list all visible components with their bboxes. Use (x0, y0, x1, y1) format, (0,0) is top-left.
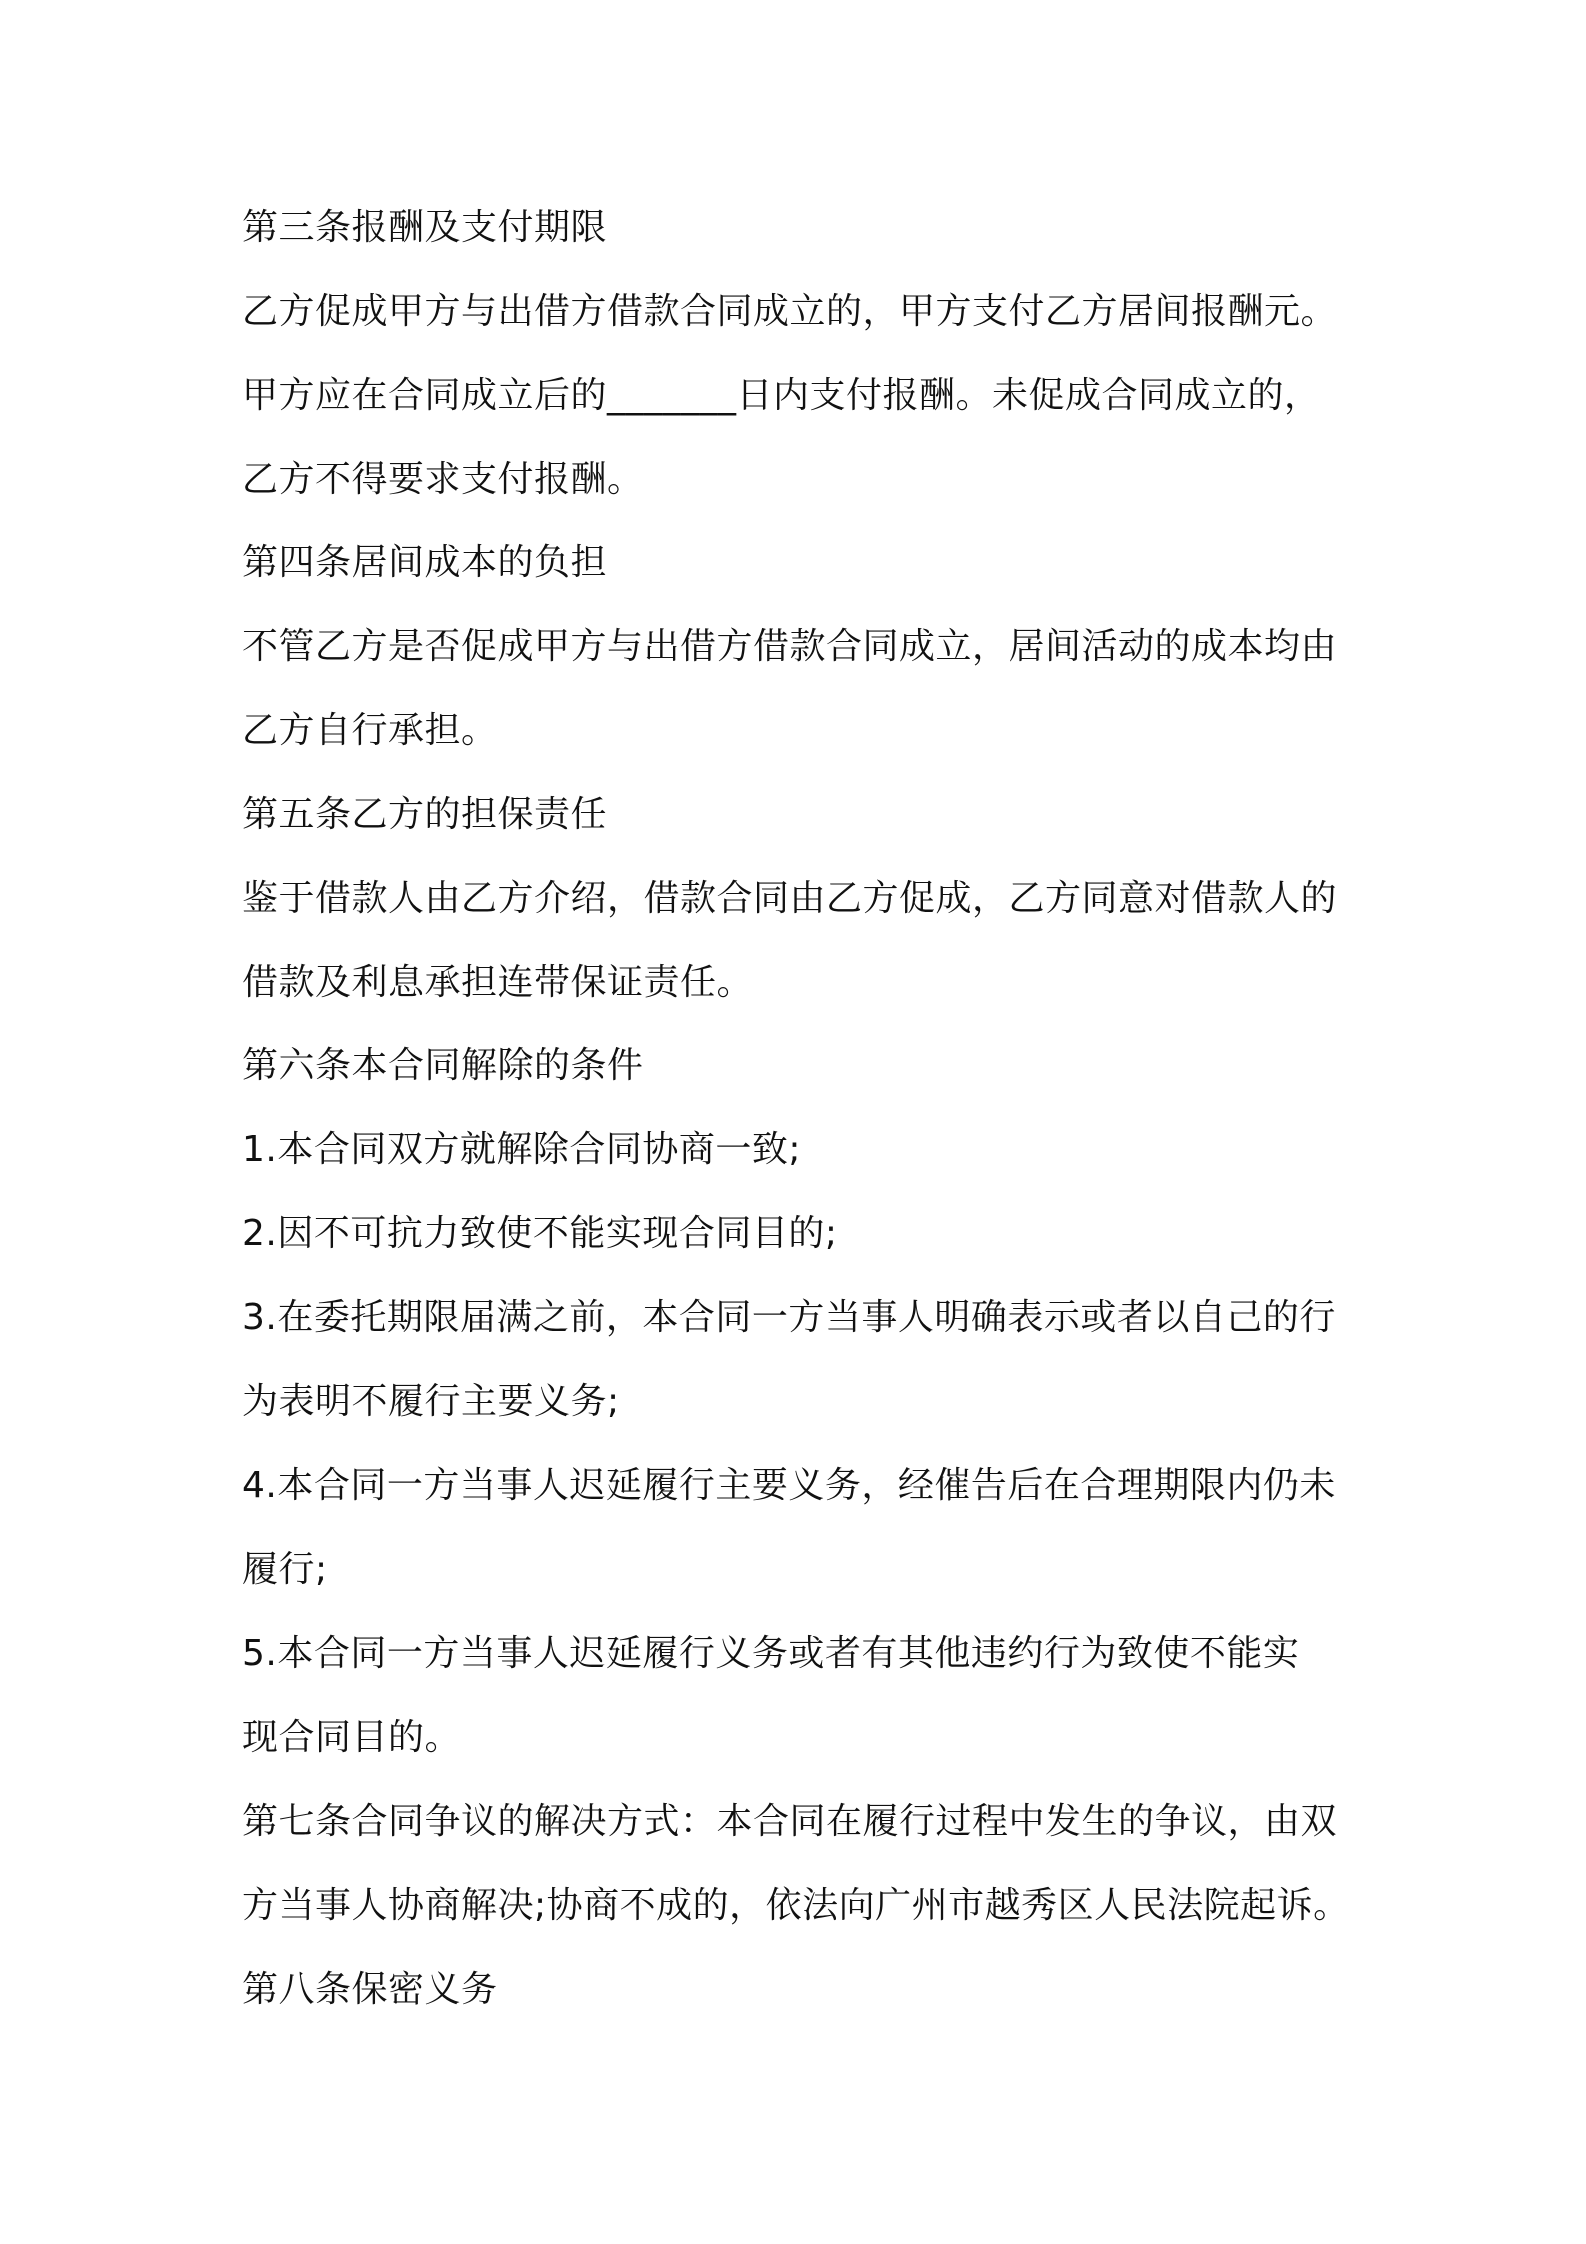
list-item: 4.本合同一方当事人迟延履行主要义务，经催告后在合理期限内仍未 (242, 1465, 1336, 1506)
article-7-paragraph: 第七条合同争议的解决方式：本合同在履行过程中发生的争议，由双 (242, 1801, 1338, 1842)
paragraph-line: 不管乙方是否促成甲方与出借方借款合同成立，居间活动的成本均由 (242, 626, 1338, 667)
list-item: 3.在委托期限届满之前，本合同一方当事人明确表示或者以自己的行 (242, 1297, 1336, 1338)
paragraph-line: 甲方应在合同成立后的_______日内支付报酬。未促成合同成立的， (242, 375, 1321, 416)
paragraph-line: 乙方不得要求支付报酬。 (242, 459, 644, 500)
paragraph-line: 乙方自行承担。 (242, 710, 498, 751)
article-8-heading: 第八条保密义务 (242, 1969, 498, 2010)
list-item-continued: 履行; (242, 1549, 328, 1590)
list-item: 2.因不可抗力致使不能实现合同目的; (242, 1213, 838, 1254)
list-item-continued: 为表明不履行主要义务; (242, 1381, 620, 1422)
article-3-heading: 第三条报酬及支付期限 (242, 207, 608, 248)
list-item-continued: 现合同目的。 (242, 1717, 462, 1758)
list-item: 5.本合同一方当事人迟延履行义务或者有其他违约行为致使不能实 (242, 1633, 1300, 1674)
article-5-heading: 第五条乙方的担保责任 (242, 794, 608, 835)
paragraph-line: 乙方促成甲方与出借方借款合同成立的，甲方支付乙方居间报酬元。 (242, 291, 1338, 332)
article-6-heading: 第六条本合同解除的条件 (242, 1045, 644, 1086)
list-item: 1.本合同双方就解除合同协商一致; (242, 1129, 801, 1170)
paragraph-line: 借款及利息承担连带保证责任。 (242, 962, 754, 1003)
paragraph-line: 鉴于借款人由乙方介绍，借款合同由乙方促成，乙方同意对借款人的 (242, 878, 1338, 919)
article-4-heading: 第四条居间成本的负担 (242, 542, 608, 583)
paragraph-line: 方当事人协商解决;协商不成的，依法向广州市越秀区人民法院起诉。 (242, 1885, 1350, 1926)
